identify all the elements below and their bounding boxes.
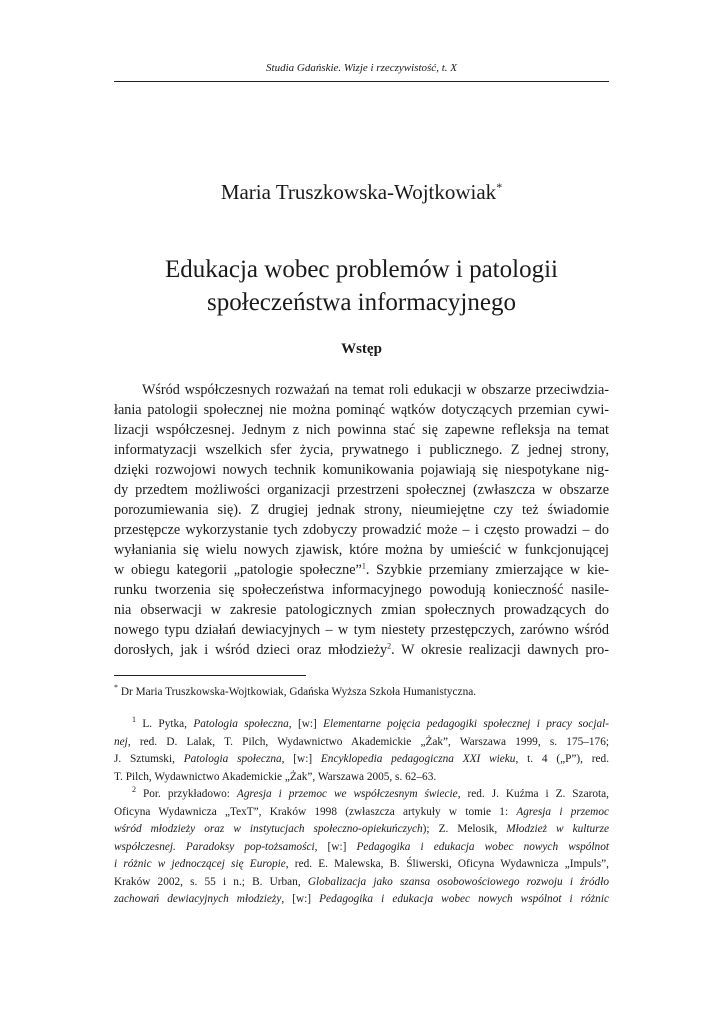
footnote-ref-1[interactable]: 1 <box>361 561 366 571</box>
body-line: informatyzacji wszelkich sfer życia, prywatnego i publicznego. Z jednej strony, <box>114 442 609 458</box>
footnote-text: Dr Maria Truszkowska-Wojtkowiak, Gdańska Wyższa Szkoła Humanistyczna. <box>120 686 477 698</box>
body-line: nia obserwacji w zakresie patologicznych zmian społecznych prowadzących do <box>114 602 609 618</box>
title-line-2: społeczeństwa informacyjnego <box>207 289 516 316</box>
fn-text: , [w:] <box>288 718 324 730</box>
body-text-span: . W okresie realizacji dawnych pro- <box>391 642 609 658</box>
fn-italic: Agresja i przemoc we współczesnym świecie <box>236 788 458 800</box>
footnote-line <box>114 856 609 874</box>
author-text: Maria Truszkowska-Wojtkowiak <box>220 180 497 204</box>
fn-italic: Młodzież w kulturze <box>506 823 609 835</box>
footnote-line <box>114 874 609 892</box>
body-line: porozumiewania się). Z drugiej jednak strony, nieumiejętne czy też świadomie <box>114 502 609 518</box>
body-text-span: dorosłych, jak i wśród dzieci oraz młodzieży <box>114 642 388 658</box>
footnote-line <box>114 804 609 822</box>
footnote-line <box>114 684 609 702</box>
footnote-ref-2[interactable]: 2 <box>387 641 392 651</box>
fn-text: ); Z. Melosik, <box>422 823 507 835</box>
body-text-span: . Szybkie przemiany zmierzające w kie- <box>365 562 610 578</box>
title-line-1: Edukacja wobec problemów i patologii <box>165 256 558 283</box>
body-line: wyłaniania się wielu nowych zjawisk, które można by umieścić w funkcjonującej <box>114 542 609 558</box>
fn-italic: współczesnej. Paradoksy pop-tożsamości <box>114 840 315 853</box>
footnote-line: T. Pilch, Wydawnictwo Akademickie „Żak”, Warszawa 2005, s. 62–63. <box>114 770 437 783</box>
fn-text: L. Pytka, <box>142 718 194 730</box>
fn-italic: Globalizacja jako szansa osobowościowego rozwoju i źródło <box>307 875 609 888</box>
footnote-1 <box>114 716 609 786</box>
running-title: Studia Gdańskie. Wizje i rzeczywistość, t. X <box>266 62 457 74</box>
fn-italic: i różnic w jednoczącej się Europie <box>114 858 286 870</box>
fn-italic: Elementarne pojęcia pedagogiki społecznej i pracy socjal- <box>323 718 610 730</box>
author-footnote-mark: * <box>496 180 503 194</box>
fn-italic: Pedagogika i edukacja wobec nowych wspólnot <box>356 840 609 853</box>
body-line: dzięki rozwojowi nowych technik komunikowania pojawiają się niespotykane nig- <box>114 462 609 478</box>
body-line <box>114 640 609 660</box>
fn-italic: Patologia społeczna <box>183 753 282 765</box>
fn-italic: Agresja i przemoc <box>516 805 610 818</box>
body-text-span: w obiegu kategorii „patologie społeczne” <box>114 562 362 578</box>
footnote-mark: 2 <box>132 785 136 795</box>
header-rule <box>114 81 609 82</box>
fn-text: , red. E. Malewska, B. Śliwerski, Oficyna Wydawnicza „Impuls”, <box>285 858 610 870</box>
fn-text: , [w:] <box>314 840 357 853</box>
fn-italic: wśród młodzieży oraz w instytucjach społeczno-opiekuńczych <box>114 823 423 835</box>
footnote-line <box>114 734 609 752</box>
footnote-line <box>114 891 609 909</box>
fn-text: Oficyna Wydawnicza „TexT”, Kraków 1998 (zwłaszcza artykuły w tomie 1: <box>114 805 517 818</box>
fn-italic: nej <box>114 735 128 748</box>
footnote-line <box>114 821 609 839</box>
fn-italic: Encyklopedia pedagogiczna XXI wieku <box>320 753 516 765</box>
fn-text: Por. przykładowo: <box>142 788 237 800</box>
body-paragraph <box>114 380 609 660</box>
article-title <box>114 253 609 319</box>
body-line <box>114 560 609 580</box>
author-name <box>114 180 609 205</box>
fn-italic: zachowań dewiacyjnych młodzieży <box>114 893 282 905</box>
fn-text: , [w:] <box>281 753 321 765</box>
footnote-line <box>114 751 609 769</box>
fn-text: , t. 4 („P”), red. <box>515 753 610 765</box>
fn-text: J. Sztumski, <box>114 753 184 765</box>
fn-italic: Pedagogika i edukacja wobec nowych wspólnot i różnic <box>319 893 609 905</box>
body-line: Wśród współczesnych rozważań na temat roli edukacji w obszarze przeciwdzia- <box>142 382 609 398</box>
fn-text: , red. D. Lalak, T. Pilch, Wydawnictwo Akademickie „Żak”, Warszawa 1999, s. 175–176; <box>127 735 609 748</box>
fn-text: , red. J. Kuźma i Z. Szarota, <box>457 788 609 800</box>
running-header <box>114 62 609 74</box>
footnote-mark: * <box>114 683 118 693</box>
footnote-line <box>114 716 609 734</box>
footnote-line <box>114 839 609 857</box>
footnote-author <box>114 684 609 702</box>
body-line: lizacji współczesnej. Jednym z nich powinna stać się zapewne refleksja na temat <box>114 422 609 438</box>
fn-italic: Patologia społeczna <box>193 718 289 730</box>
footnote-rule <box>114 675 306 676</box>
body-line: przestępcze wykorzystanie tych zdobyczy prowadzić może – i często prowadzi – do <box>114 522 609 538</box>
footnote-2 <box>114 786 609 909</box>
footnote-mark: 1 <box>132 715 136 725</box>
fn-text: , [w:] <box>281 893 320 905</box>
fn-text: Kraków 2002, s. 55 i n.; B. Urban, <box>114 875 308 888</box>
body-line: nowego typu działań dewiacyjnych – w tym niestety przestępczych, zarówno wśród <box>114 622 609 638</box>
body-line: runku tworzenia się społeczeństwa informacyjnego powodują konieczność nasile- <box>114 582 609 598</box>
section-heading: Wstęp <box>341 341 382 357</box>
footnote-line <box>114 786 609 804</box>
body-line: łania patologii społecznej nie można pominąć wątków dotyczących przemian cywi- <box>114 402 609 418</box>
body-line: dy przedtem możliwości organizacji przestrzeni społecznej (zwłaszcza w obszarze <box>114 482 609 498</box>
